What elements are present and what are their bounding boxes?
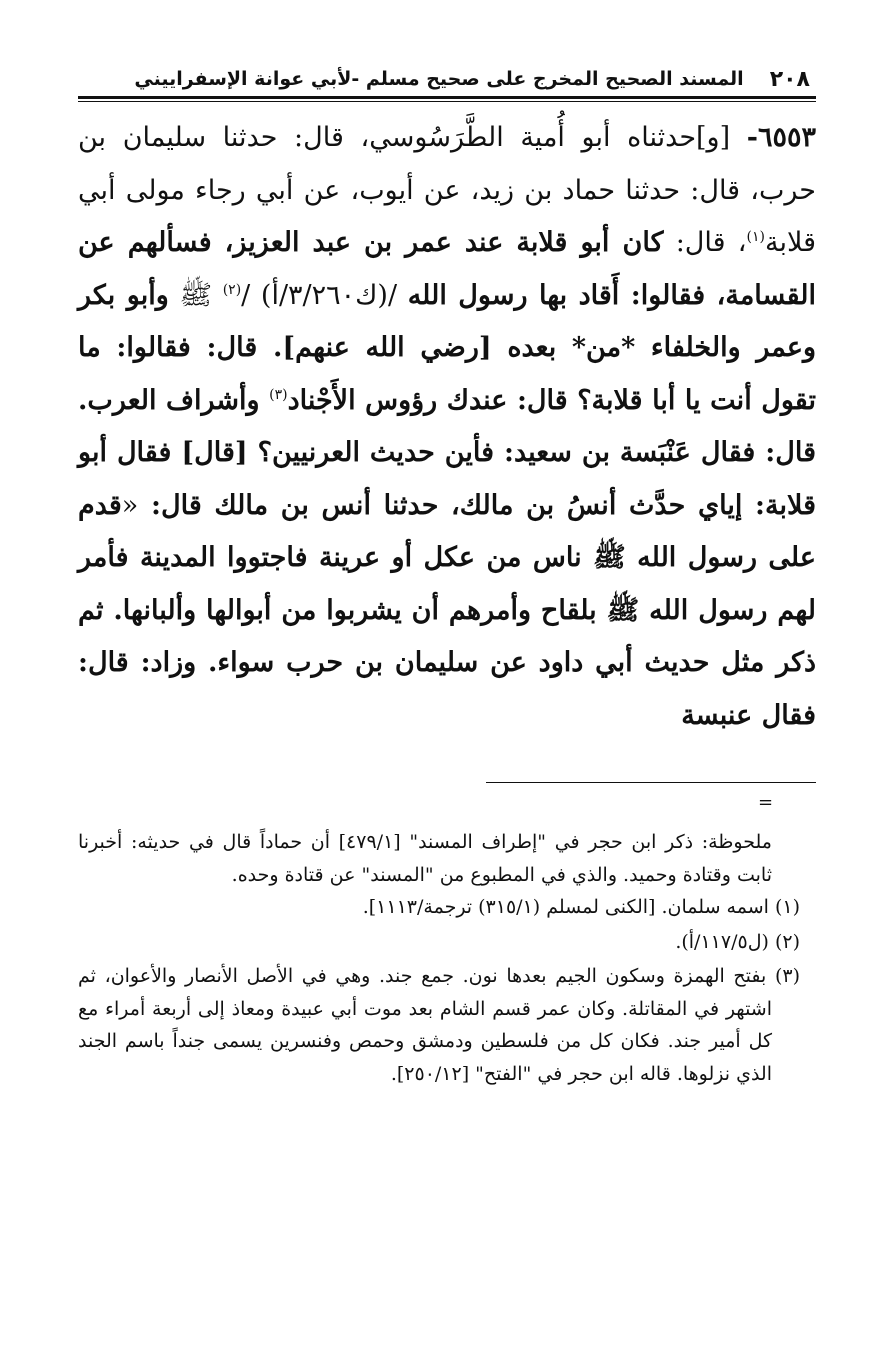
footnote-ref-1: (١) <box>746 229 765 245</box>
hadith-segment: قدم على رسول الله ﷺ ناس من عكل أو عرينة فاجتووا المدينة فأمر لهم رسول الله ﷺ بلقاح وأمرهم أن يشربوا من أبوالها وألبانها. ثم ذكر مثل حديث أبي داود عن سليمان بن حرب سواء. وزاد: قال: فقال عنبسة <box>78 489 816 731</box>
hadith-segment: [و]حدثناه أبو أُمية الطَّرَسُوسي، قال: حدثنا سليمان بن حرب، قال: حدثنا حماد بن زيد، عن أيوب، عن أبي رجاء مولى أبي قلابة <box>78 122 817 258</box>
footnote-ref-3: (٣) <box>269 386 288 403</box>
footnote-ref-2: (٢) <box>222 281 242 298</box>
footnotes <box>78 826 800 1090</box>
hadith-text <box>78 112 816 742</box>
quote-mark: « <box>121 489 139 521</box>
running-header <box>82 62 810 96</box>
header-rule-thick <box>78 96 816 99</box>
footnote-2: (٢) (ل١١٧/٥/أ). <box>675 930 800 953</box>
footnote-3: (٣) بفتح الهمزة وسكون الجيم بعدها نون. جمع جند. وهي في الأصل الأنصار والأعوان، ثم اشتهر في المقاتلة. وكان عمر قسم الشام بعد موت أبي عبيدة ومعاذ إلى أربعة أمراء مع كل أمير جند. فكان كل من فلسطين ودمشق وحمص وفنسرين يسمى جنداً باسم الجند الذي نزلوها. قاله ابن حجر في "الفتح" [٢٥٠/١٢]. <box>78 965 800 1085</box>
footnote-1: (١) اسمه سلمان. [الكنى لمسلم (٣١٥/١) ترجمة/١١١٣]. <box>362 896 800 918</box>
continuation-mark: = <box>758 792 774 813</box>
hadith-segment: ، قال: <box>663 227 747 258</box>
honorific: ﷺ <box>168 279 223 311</box>
running-title: المسند الصحيح المخرج على صحيح مسلم -لأبي عوانة الإسفراييني <box>134 68 744 90</box>
hadith-number: ٦٥٥٣- <box>746 122 816 153</box>
footnote-note: ملحوظة: ذكر ابن حجر في "إطراف المسند" [٤٧٩/١] أن حماداً قال في حديثه: أخبرنا ثابت وقتادة وحميد. والذي في المطبوع من "المسند" عن قتادة وحده. <box>78 831 772 886</box>
header-rule-thin <box>78 101 816 102</box>
manuscript-ref: /(ك٣/٢٦٠/أ) / <box>241 279 408 311</box>
hadith-segment: كان أبو قلابة عند عمر بن عبد العزيز، فسألهم عن القسامة، فقالوا: أَقاد بها رسول الله <box>78 227 816 311</box>
hadith-segment: وأبو بكر وعمر والخلفاء *من* بعده [رضي الله عنهم]. قال: فقالوا: ما تقول أنت يا أبا قلابة؟ قال: عندك رؤوس الأَجْناد <box>78 279 816 416</box>
footnote-separator <box>486 782 816 783</box>
page-number: ٢٠٨ <box>769 66 810 92</box>
hadith-segment: وأشراف العرب. قال: فقال عَنْبَسة بن سعيد: فأين حديث العرنيين؟ [قال] فقال أبو قلابة: إياي حدَّث أنسُ بن مالك، حدثنا أنس بن مالك قال: <box>78 384 816 521</box>
